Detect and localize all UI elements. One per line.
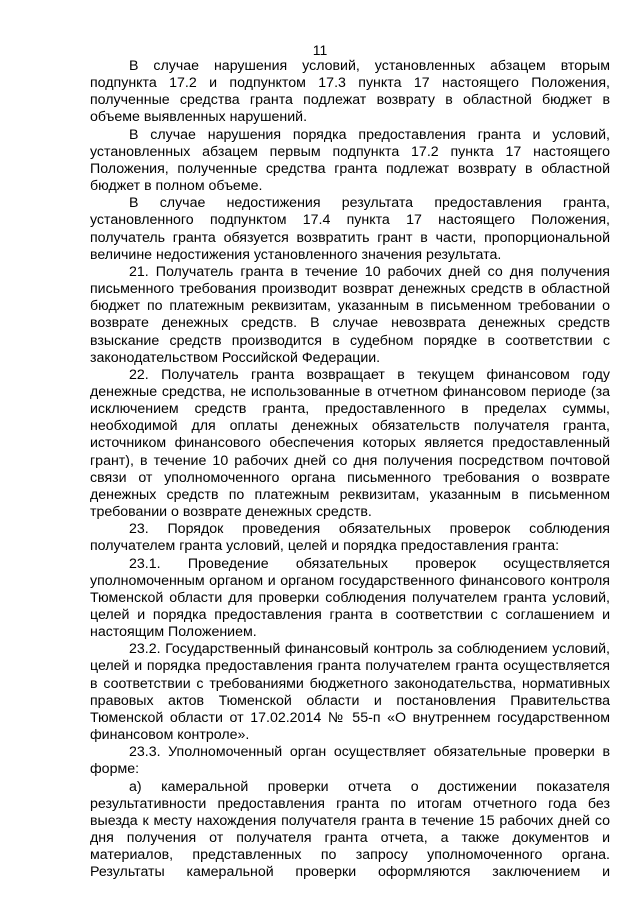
paragraph-result-not-achieved: В случае недостижения результата предоставления гранта, установленного подпунктом 17.4 пункта 17 настоящего Положения, получатель гранта обязуется возвратить грант в части, пропорциональной величине недостижения установленного значения результата. — [90, 195, 610, 263]
paragraph-violation-full: В случае нарушения порядка предоставления гранта и условий, установленных абзацем первым подпункта 17.2 пункта 17 настоящего Положения, полученные средства гранта подлежат возврату в областной бюджет в полном объеме. — [90, 126, 610, 195]
document-body — [90, 58, 610, 882]
paragraph-clause-23-3: 23.3. Уполномоченный орган осуществляет обязательные проверки в форме: — [90, 744, 610, 778]
paragraph-clause-21: 21. Получатель гранта в течение 10 рабочих дней со дня получения письменного требования производит возврат денежных средств в областной бюджет по платежным реквизитам, указанным в письменном требовании о возврате денежных средств. В случае невозврата денежных средств взыскание средств производится в судебном порядке в соответствии с законодательством Российской Федерации. — [90, 263, 610, 366]
paragraph-clause-22: 22. Получатель гранта возвращает в текущем финансовом году денежные средства, не использованные в отчетном финансовом периоде (за исключением средств гранта, предоставленного в пределах суммы, необходимой для оплаты денежных обязательств получателя гранта, источником финансового обеспечения которых является предоставленный грант), в течение 10 рабочих дней со дня получения посредством почтовой связи от уполномоченного органа письменного требования о возврате денежных средств по платежным реквизитам, указанным в письменном требовании о возврате денежных средств. — [90, 366, 610, 521]
page-number: 11 — [312, 42, 328, 58]
paragraph-clause-23-1: 23.1. Проведение обязательных проверок осуществляется уполномоченным органом и органом государственного финансового контроля Тюменской области для проверки соблюдения получателем гранта условий, целей и порядка предоставления гранта в соответствии с соглашением и настоящим Положением. — [90, 555, 610, 641]
paragraph-clause-23: 23. Порядок проведения обязательных проверок соблюдения получателем гранта условий, целей и порядка предоставления гранта: — [90, 521, 610, 555]
paragraph-clause-23-2: 23.2. Государственный финансовый контроль за соблюдением условий, целей и порядка предоставления гранта получателем гранта осуществляется в соответствии с требованиями бюджетного законодательства, нормативных правовых актов Тюменской области и постановления Правительства Тюменской области от 17.02.2014 № 55-п «О внутреннем государственном финансовом контроле». — [90, 641, 610, 744]
paragraph-item-a: а) камеральной проверки отчета о достижении показателя результативности предоставления гранта по итогам отчетного года без выезда к месту нахождения получателя гранта в течение 15 рабочих дней со дня получения от получателя гранта отчета, а также документов и материалов, представленных по запросу уполномоченного органа. Результаты камеральной проверки оформляются заключением и — [90, 778, 610, 881]
paragraph-violation-partial: В случае нарушения условий, установленных абзацем вторым подпункта 17.2 и подпунктом 17.3 пункта 17 настоящего Положения, полученные средства гранта подлежат возврату в областной бюджет в объеме выявленных нарушений. — [90, 58, 610, 126]
